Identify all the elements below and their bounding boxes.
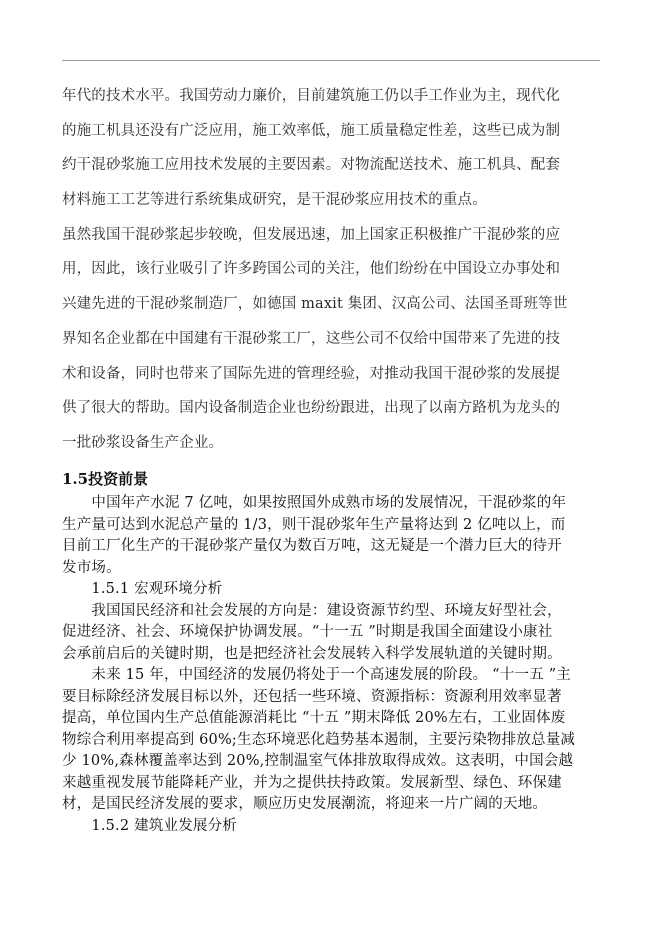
text-block-upper [62,79,602,461]
text-line: 生产量可达到水泥总产量的 1/3，则干混砂浆年生产量将达到 2 亿吨以上，而 [62,516,566,533]
text-line: 来越重视发展节能降耗产业，并为之提供扶持政策。发展新型、绿色、环保建 [62,774,562,791]
text-line: 用，因此，该行业吸引了许多跨国公司的关注，他们纷纷在中国设立办事处和 [62,261,561,278]
text-block-lower [62,493,602,837]
subsection-heading: 1.5.2 建筑业发展分析 [62,817,238,834]
text-line: 年代的技术水平。我国劳动力廉价，目前建筑施工仍以手工作业为主，现代化 [62,88,561,104]
text-line: 虽然我国干混砂浆起步较晚，但发展迅速，加上国家正积极推广干混砂浆的应 [62,226,561,243]
text-line: 的施工机具还没有广泛应用，施工效率低，施工质量稳定性差，这些已成为制 [62,122,561,139]
text-line: 术和设备，同时也带来了国际先进的管理经验，对推动我国干混砂浆的发展提 [62,365,561,382]
text-line: 促进经济、社会、环境保护协调发展。“十一五 ”时期是我国全面建设小康社 [62,624,553,640]
text-line: 兴建先进的干混砂浆制造厂，如德国 maxit 集团、汉高公司、法国圣哥班等世 [62,296,568,313]
text-line: 我国国民经济和社会发展的方向是：建设资源节约型、环境友好型社会， [62,602,562,619]
text-line: 约干混砂浆施工应用技术发展的主要因素。对物流配送技术、施工机具、配套 [62,157,561,174]
text-line: 中国年产水泥 7 亿吨，如果按照国外成熟市场的发展情况，干混砂浆的年 [62,495,567,511]
header-rule [62,60,600,61]
text-line: 少 10%,森林覆盖率达到 20%,控制温室气体排放取得成效。这表明，中国会越 [62,753,574,769]
text-line: 发市场。 [62,559,121,576]
text-line: 材，是国民经济发展的要求，顺应历史发展潮流，将迎来一片广阔的天地。 [62,796,548,812]
text-line: 一批砂浆设备生产企业。 [62,434,224,451]
text-line: 要目标除经济发展目标以外，还包括一些环境、资源指标：资源利用效率显著 [62,688,562,705]
section-heading: 1.5投资前景 [62,470,149,488]
text-line: 目前工厂化生产的干混砂浆产量仅为数百万吨，这无疑是一个潜力巨大的待开 [62,538,562,554]
text-line: 物综合利用率提高到 60%;生态环境恶化趋势基本遏制，主要污染物排放总量减 [62,731,576,748]
text-line: 会承前启后的关键时期，也是把经济社会发展转入科学发展轨道的关键时期。 [62,645,562,662]
text-line: 供了很大的帮助。国内设备制造企业也纷纷跟进，出现了以南方路机为龙头的 [62,400,561,417]
text-line: 未来 15 年，中国经济的发展仍将处于一个高速发展的阶段。 “十一五 ”主 [62,667,572,683]
text-line: 提高，单位国内生产总值能源消耗比 “十五 ”期末降低 20%左右，工业固体废 [62,710,566,726]
subsection-heading: 1.5.1 宏观环境分析 [62,581,223,597]
text-line: 界知名企业都在中国建有干混砂浆工厂，这些公司不仅给中国带来了先进的技 [62,330,561,347]
text-line: 材料施工工艺等进行系统集成研究，是干混砂浆应用技术的重点。 [62,192,487,209]
